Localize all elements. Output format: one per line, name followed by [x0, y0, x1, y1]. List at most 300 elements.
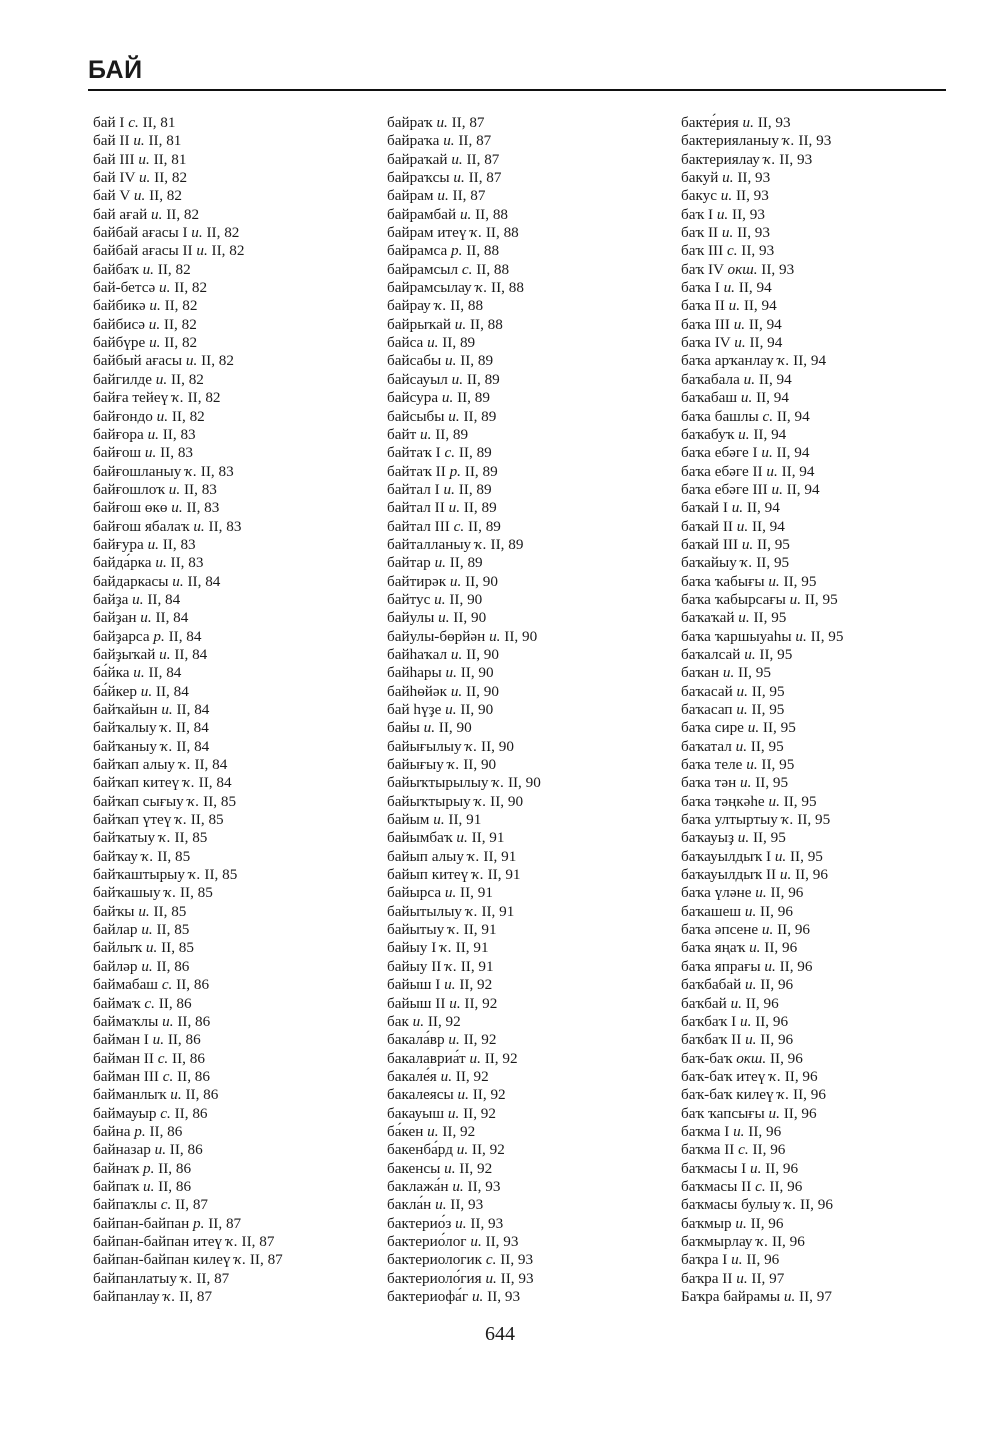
entry-headword: байтал I [387, 480, 440, 498]
entry-part-of-speech: р. [142, 1159, 155, 1177]
entry-headword: баҡбаҡ II [681, 1031, 742, 1049]
index-entry [681, 444, 843, 462]
index-entry [93, 866, 283, 884]
index-entry [387, 829, 541, 847]
entry-reference: II, 95 [752, 554, 790, 572]
entry-headword: бакалавриа́т [387, 1049, 466, 1067]
index-entry [93, 793, 283, 811]
index-entry [681, 1013, 843, 1031]
entry-headword: баҡа I [681, 279, 720, 297]
entry-headword: байбикә [93, 297, 146, 315]
index-entry [681, 316, 843, 334]
entry-headword: баҡа ҡабығы [681, 572, 765, 590]
entry-headword: Баҡра байрамы [681, 1288, 781, 1305]
entry-part-of-speech: и. [444, 884, 457, 902]
index-entry [93, 242, 283, 260]
entry-part-of-speech: и. [170, 1086, 182, 1104]
entry-reference: II, 95 [747, 701, 785, 718]
entry-reference: II, 83 [158, 425, 196, 443]
entry-part-of-speech: р. [193, 1214, 205, 1232]
index-entry [93, 573, 283, 591]
entry-reference: II, 96 [741, 994, 779, 1012]
index-entry [93, 206, 283, 224]
index-entry [681, 793, 843, 811]
entry-reference: II, 87 [175, 1288, 213, 1305]
entry-headword: байҡап китеү [93, 774, 180, 792]
entry-reference: II, 90 [477, 737, 514, 755]
entry-headword: байҡайын [93, 701, 158, 718]
entry-part-of-speech: и. [733, 315, 746, 333]
index-entry [93, 554, 283, 572]
entry-part-of-speech: ҡ. [474, 792, 487, 810]
index-entry [387, 646, 541, 664]
entry-part-of-speech: и. [149, 334, 161, 352]
entry-reference: II, 93 [466, 1214, 504, 1232]
entry-reference: II, 87 [171, 1196, 209, 1214]
entry-part-of-speech: и. [443, 132, 455, 150]
entry-headword: бай ағай [93, 205, 148, 223]
entry-part-of-speech: и. [764, 957, 776, 975]
entry-reference: II, 82 [145, 187, 182, 205]
index-entry [93, 664, 283, 682]
entry-reference: II, 87 [464, 169, 502, 187]
entry-headword: байып китеү [387, 866, 469, 884]
entry-part-of-speech: ҡ. [756, 1232, 769, 1250]
entry-reference: II, 92 [480, 1049, 518, 1067]
index-entry [681, 132, 843, 150]
entry-headword: баҡ III [681, 242, 724, 260]
entry-part-of-speech: и. [140, 609, 152, 627]
entry-headword: баҡабаш [681, 389, 738, 407]
index-entry [93, 536, 283, 554]
entry-headword: баҡбай [681, 994, 727, 1012]
index-entry [681, 114, 843, 132]
entry-headword: баҡ-баҡ [681, 1049, 733, 1067]
entry-headword: бактерио́лог [387, 1232, 467, 1250]
entry-part-of-speech: и. [742, 114, 754, 131]
index-entry [387, 242, 541, 260]
entry-reference: II, 93 [733, 224, 770, 242]
entry-headword: баклажа́н [387, 1177, 449, 1195]
entry-headword: байрамбай [387, 205, 457, 223]
entry-reference: II, 90 [456, 664, 494, 682]
entry-headword: баймаҡлы [93, 1012, 159, 1030]
entry-reference: II, 82 [160, 334, 198, 352]
entry-part-of-speech: и. [736, 682, 748, 700]
entry-headword: баҡай I [681, 499, 728, 517]
entry-part-of-speech: и. [132, 590, 144, 608]
entry-headword: байулы-бөрйән [387, 627, 486, 645]
entry-part-of-speech: и. [453, 169, 465, 187]
index-entry [681, 1233, 843, 1251]
entry-headword: байтал II [387, 499, 445, 517]
index-entry [387, 1123, 541, 1141]
entry-reference: II, 96 [756, 1031, 794, 1049]
entry-reference: II, 90 [435, 719, 472, 737]
entry-reference: II, 92 [438, 1122, 476, 1140]
entry-part-of-speech: и. [168, 480, 181, 498]
index-entry [681, 573, 843, 591]
entry-part-of-speech: и. [744, 902, 757, 920]
entry-headword: баҡра I [681, 1251, 728, 1269]
entry-part-of-speech: ҡ. [467, 847, 480, 865]
entry-reference: II, 83 [166, 554, 204, 572]
entry-part-of-speech: и. [736, 1269, 748, 1287]
entry-part-of-speech: и. [489, 627, 501, 645]
entry-part-of-speech: и. [736, 701, 748, 718]
index-entry [93, 884, 283, 902]
entry-reference: II, 94 [745, 334, 783, 352]
entry-part-of-speech: и. [747, 719, 760, 737]
entry-reference: II, 85 [176, 884, 213, 902]
index-entry [387, 884, 541, 902]
entry-reference: II, 96 [768, 1232, 805, 1250]
entry-reference: II, 84 [194, 774, 232, 792]
entry-reference: II, 83 [180, 480, 217, 498]
entry-headword: байҡаныу [93, 737, 157, 755]
entry-part-of-speech: и. [423, 719, 435, 737]
index-entry [387, 1251, 541, 1269]
entry-reference: II, 94 [755, 370, 792, 388]
index-entry [93, 1196, 283, 1214]
entry-part-of-speech: и. [733, 1122, 745, 1140]
entry-headword: байлар [93, 921, 138, 939]
entry-reference: II, 82 [183, 389, 221, 407]
entry-headword: байраҡ [387, 114, 433, 131]
entry-headword: байпан-байпан килеү [93, 1251, 231, 1269]
entry-reference: II, 90 [445, 590, 483, 608]
entry-headword: байбаҡ [93, 260, 139, 278]
entry-part-of-speech: и. [154, 1141, 166, 1159]
entry-reference: II, 92 [455, 1159, 493, 1177]
entry-part-of-speech: и. [721, 224, 734, 242]
index-entry [681, 683, 843, 701]
index-entry [681, 1215, 843, 1233]
entry-reference: II, 96 [748, 1141, 786, 1159]
index-entry [681, 261, 843, 279]
index-entry [93, 939, 283, 957]
entry-headword: баҡбабай [681, 976, 742, 994]
entry-part-of-speech: и. [427, 1122, 439, 1140]
entry-reference: II, 95 [806, 627, 844, 645]
entry-part-of-speech: ҡ. [769, 1067, 781, 1085]
entry-headword: байрам итеү [387, 224, 467, 242]
entry-headword: баҡбаҡ I [681, 1012, 737, 1030]
index-entry [681, 738, 843, 756]
entry-headword: баҡа үләне [681, 884, 752, 902]
entry-reference: II, 93 [794, 132, 832, 150]
entry-reference: II, 95 [734, 664, 771, 682]
entry-reference: II, 89 [454, 480, 492, 498]
entry-reference: II, 90 [461, 572, 498, 590]
entry-reference: II, 92 [451, 1067, 489, 1085]
entry-headword: баҡа ебәге III [681, 480, 768, 498]
index-entry [387, 1270, 541, 1288]
entry-headword: бактериоло́гия [387, 1269, 482, 1287]
entry-reference: II, 96 [779, 1104, 817, 1122]
entry-part-of-speech: и. [771, 480, 783, 498]
entry-part-of-speech: и. [761, 921, 774, 939]
entry-part-of-speech: и. [138, 169, 151, 187]
index-entry [681, 371, 843, 389]
entry-part-of-speech: и. [191, 224, 203, 242]
entry-part-of-speech: и. [740, 774, 752, 792]
entry-part-of-speech: и. [138, 902, 150, 920]
index-entry [681, 976, 843, 994]
entry-reference: II, 86 [168, 1049, 205, 1067]
entry-part-of-speech: ҡ. [465, 737, 478, 755]
entry-headword: байраҡай [387, 150, 448, 168]
entry-part-of-speech: ҡ. [178, 756, 191, 774]
entry-reference: II, 96 [744, 1122, 782, 1140]
entry-headword: байһаҡал [387, 645, 448, 663]
entry-headword: байға тейеү [93, 389, 169, 407]
entry-reference: II, 94 [745, 315, 782, 333]
entry-headword: байытылыу [387, 902, 463, 920]
index-entry [93, 279, 283, 297]
index-entry [387, 793, 541, 811]
entry-reference: II, 81 [149, 150, 187, 168]
entry-part-of-speech: и. [779, 866, 792, 884]
entry-part-of-speech: окш. [736, 1049, 767, 1067]
index-entry [387, 976, 541, 994]
entry-part-of-speech: ҡ. [163, 1288, 176, 1305]
entry-part-of-speech: и. [728, 297, 741, 315]
entry-part-of-speech: с. [444, 444, 456, 462]
entry-part-of-speech: ҡ. [781, 811, 794, 829]
index-entry [93, 646, 283, 664]
entry-reference: II, 93 [775, 150, 813, 168]
entry-part-of-speech: и. [433, 811, 445, 829]
index-entry [681, 811, 843, 829]
entry-reference: II, 96 [760, 939, 798, 957]
entry-headword: баҡан [681, 664, 720, 682]
index-entry [681, 1196, 843, 1214]
entry-reference: II, 88 [472, 260, 510, 278]
entry-part-of-speech: и. [745, 976, 757, 994]
entry-headword: байыу I [387, 939, 437, 957]
entry-headword: байҙарса [93, 627, 150, 645]
entry-reference: II, 93 [481, 1232, 519, 1250]
index-entry [681, 921, 843, 939]
entry-headword: баҡалсай [681, 645, 741, 663]
entry-part-of-speech: ҡ. [440, 939, 452, 957]
entry-headword: бакуй [681, 169, 719, 187]
entry-headword: баҡа тәңкәһе [681, 792, 765, 810]
entry-headword: баҡма I [681, 1122, 730, 1140]
entry-headword: бакауыш [387, 1104, 445, 1122]
entry-part-of-speech: ҡ. [175, 811, 187, 829]
entry-headword: байбай ағасы II [93, 242, 193, 260]
index-entry [681, 1251, 843, 1269]
entry-part-of-speech: и. [144, 444, 157, 462]
index-entry [387, 683, 541, 701]
index-entry [93, 1086, 283, 1104]
entry-headword: байрамсылау [387, 279, 472, 297]
index-entry [387, 132, 541, 150]
header-rule [88, 89, 946, 91]
entry-part-of-speech: и. [147, 425, 159, 443]
entry-part-of-speech: ҡ. [465, 902, 478, 920]
entry-reference: II, 93 [753, 114, 791, 131]
entry-part-of-speech: и. [789, 590, 801, 608]
index-entry [681, 884, 843, 902]
entry-headword: баҡа ултыртыу [681, 811, 778, 829]
entry-part-of-speech: и. [436, 114, 448, 131]
entry-part-of-speech: и. [452, 1177, 464, 1195]
index-entry [93, 499, 283, 517]
entry-reference: II, 86 [173, 1012, 211, 1030]
entry-headword: бай-бетсә [93, 279, 156, 297]
index-entry [93, 408, 283, 426]
entry-reference: II, 88 [466, 315, 503, 333]
index-entry [93, 1251, 283, 1269]
entry-reference: II, 81 [144, 132, 182, 150]
entry-reference: II, 86 [166, 1141, 203, 1159]
entry-reference: II, 83 [204, 517, 242, 535]
entry-reference: II, 82 [167, 370, 204, 388]
index-entry [93, 1288, 283, 1306]
index-entry [93, 683, 283, 701]
entry-part-of-speech: и. [454, 315, 467, 333]
index-entry [93, 738, 283, 756]
index-entry [93, 774, 283, 792]
entry-reference: II, 97 [795, 1288, 832, 1305]
entry-reference: II, 94 [748, 517, 785, 535]
entry-part-of-speech: и. [437, 187, 449, 205]
entry-reference: II, 93 [733, 169, 771, 187]
entry-reference: II, 84 [172, 737, 210, 755]
entry-part-of-speech: и. [722, 664, 735, 682]
entry-headword: байғура [93, 535, 144, 553]
entry-part-of-speech: ҡ. [492, 774, 505, 792]
entry-part-of-speech: ҡ. [225, 1232, 238, 1250]
entry-part-of-speech: и. [159, 279, 171, 297]
entry-part-of-speech: и. [147, 535, 159, 553]
entry-headword: баҡа яңаҡ [681, 939, 746, 957]
entry-headword: байтус [387, 590, 431, 608]
entry-part-of-speech: и. [738, 609, 750, 627]
entry-part-of-speech: и. [155, 554, 167, 572]
entry-headword: баҡ ҡапсығы [681, 1104, 765, 1122]
index-entry [93, 389, 283, 407]
index-entry [387, 866, 541, 884]
entry-part-of-speech: с. [755, 1177, 766, 1195]
entry-reference: II, 91 [479, 847, 517, 865]
index-entry [681, 206, 843, 224]
index-entry [681, 1178, 843, 1196]
entry-reference: II, 82 [170, 279, 208, 297]
entry-headword: баҡа ебәге II [681, 462, 763, 480]
entry-headword: баҡай II [681, 517, 733, 535]
entry-reference: II, 86 [173, 1067, 210, 1085]
index-entry [681, 169, 843, 187]
entry-reference: II, 96 [751, 1012, 789, 1030]
entry-headword: байыш I [387, 976, 441, 994]
entry-headword: баҡашеш [681, 902, 742, 920]
entry-reference: II, 86 [164, 1031, 201, 1049]
entry-reference: II, 86 [170, 1104, 208, 1122]
entry-reference: II, 95 [747, 737, 784, 755]
entry-part-of-speech: ҡ. [777, 1086, 790, 1104]
entry-headword: баҡа II [681, 297, 725, 315]
entry-headword: баҡмырлау [681, 1232, 753, 1250]
entry-part-of-speech: ҡ. [234, 1251, 247, 1269]
index-entry [681, 995, 843, 1013]
index-entry [387, 1031, 541, 1049]
entry-reference: II, 96 [775, 957, 813, 975]
entry-reference: II, 96 [746, 1214, 784, 1232]
entry-reference: II, 89 [459, 407, 497, 425]
entry-part-of-speech: ҡ. [183, 774, 195, 792]
entry-part-of-speech: ҡ. [164, 884, 177, 902]
entry-headword: ба́йкер [93, 682, 137, 700]
entry-reference: II, 89 [460, 462, 498, 480]
entry-part-of-speech: р. [134, 1122, 146, 1140]
index-entry [93, 426, 283, 444]
entry-part-of-speech: с. [157, 1049, 169, 1067]
entry-part-of-speech: р. [451, 242, 463, 260]
entry-reference: II, 96 [773, 921, 811, 939]
entry-headword: байпаҡ [93, 1177, 140, 1195]
index-entry [387, 609, 541, 627]
entry-headword: баҡра II [681, 1269, 733, 1287]
entry-reference: II, 86 [181, 1086, 219, 1104]
entry-part-of-speech: ҡ. [180, 1269, 193, 1287]
entry-reference: II, 96 [756, 902, 793, 920]
index-entry [387, 1215, 541, 1233]
entry-part-of-speech: и. [420, 425, 432, 443]
entry-reference: II, 84 [170, 645, 208, 663]
entry-part-of-speech: ҡ. [434, 297, 447, 315]
entry-headword: бакла́н [387, 1196, 432, 1214]
index-entry [93, 114, 283, 132]
entry-reference: II, 84 [172, 719, 209, 737]
index-entry [681, 903, 843, 921]
entry-part-of-speech: ҡ. [475, 279, 488, 297]
index-entry [681, 334, 843, 352]
index-entry [387, 187, 541, 205]
entry-headword: байһөйәк [387, 682, 448, 700]
index-entry [93, 719, 283, 737]
index-entry [681, 1068, 843, 1086]
entry-reference: II, 91 [444, 811, 482, 829]
entry-headword: байгилде [93, 370, 152, 388]
entry-part-of-speech: ҡ. [172, 389, 184, 407]
index-entry [387, 995, 541, 1013]
entry-reference: II, 94 [772, 444, 810, 462]
entry-part-of-speech: с. [128, 114, 139, 131]
entry-part-of-speech: и. [140, 682, 153, 700]
entry-reference: II, 90 [500, 627, 538, 645]
entry-headword: байбисә [93, 315, 145, 333]
entry-headword: байғошланыу [93, 462, 182, 480]
entry-reference: II, 91 [456, 884, 493, 902]
entry-headword: баҡа әпсене [681, 921, 759, 939]
entry-reference: II, 85 [186, 811, 224, 829]
entry-part-of-speech: и. [159, 645, 171, 663]
index-entry [387, 738, 541, 756]
index-entry [387, 206, 541, 224]
index-entry [681, 518, 843, 536]
entry-reference: II, 95 [747, 682, 785, 700]
entry-headword: баҡ-баҡ килеү [681, 1086, 774, 1104]
index-entry [387, 261, 541, 279]
entry-headword: байрау [387, 297, 431, 315]
entry-reference: II, 96 [766, 1049, 803, 1067]
entry-part-of-speech: и. [156, 407, 169, 425]
index-entry [681, 1141, 843, 1159]
